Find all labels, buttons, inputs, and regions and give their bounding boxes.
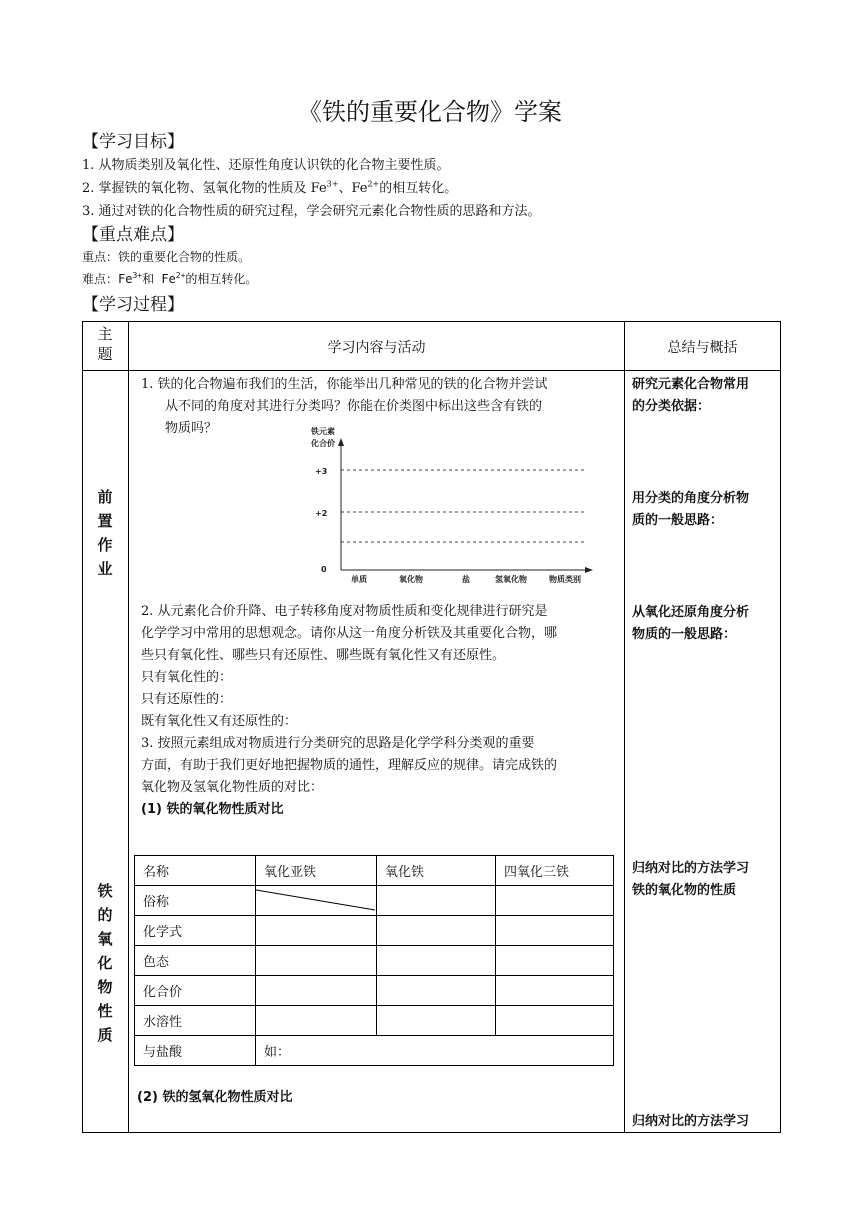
objective-2: 2. 掌握铁的氧化物、氢氧化物的性质及 $Fe^{3+}$、$Fe^{2+}$的相互转化。 [82,179,458,196]
row-label: 俗称 [135,886,256,916]
answer-cell[interactable] [377,916,496,946]
row-label: 与盐酸 [135,1036,256,1066]
answer-cell[interactable] [377,886,496,916]
answer-cell[interactable] [256,946,377,976]
answer-cell[interactable] [256,1006,377,1036]
answer-cell[interactable] [256,916,377,946]
header-summary: 总结与概括 [667,340,738,356]
blank-cell-slashed [256,886,377,916]
objective-1: 1. 从物质类别及氧化性、还原性角度认识铁的化合物主要性质。 [82,158,450,173]
summary-hydroxides: 归纳对比的方法学习 [632,1114,750,1129]
header-content: 学习内容与活动 [327,340,426,356]
diagonal-slash [256,886,376,915]
y-tick-3: +3 [315,467,328,476]
answer-cell[interactable] [377,1006,496,1036]
y-tick-0: 0 [321,565,327,574]
summary-redox-approach: 从氧化还原角度分析 物质的一般思路： [632,605,750,642]
x-tick-hydroxide: 氢氧化物 [495,575,527,584]
table-row [135,1006,614,1036]
row-label: 色态 [135,946,256,976]
answer-cell[interactable] [496,946,614,976]
row-label: 水溶性 [135,1006,256,1036]
answer-cell[interactable] [377,976,496,1006]
valence-class-diagram [301,422,601,590]
summary-classification-basis: 研究元素化合物常用 的分类依据： [632,377,750,414]
subheading-oxides: (1) 铁的氧化物性质对比 [141,802,284,817]
answer-cell[interactable] [496,976,614,1006]
answer-cell[interactable] [496,916,614,946]
topic-prework: 前置作业 [97,488,113,578]
table-row [135,886,614,916]
header-topic: 主题 [97,325,113,363]
summary-oxides: 归纳对比的方法学习 铁的氧化物的性质 [632,861,750,898]
answer-cell[interactable] [496,1006,614,1036]
oxide-comparison-table [134,855,614,1066]
table-header-cell: 氧化亚铁 [256,856,377,886]
objective-3: 3. 通过对铁的化合物性质的研究过程，学会研究元素化合物性质的思路和方法。 [82,204,541,219]
question-2: 2. 从元素化合价升降、电子转移角度对物质性质和变化规律进行研究是 化学学习中常用的思想观念。请你从这一角度分析铁及其重要化合物，哪 些只有氧化性、哪些只有还原性、哪些既有氧化性又有还原性。 只有氧化性的： 只有还原性的： 既有氧化性又有还原性的： 3. 按照元素组成对物质进行分类研究的思路是化学学科分类观的重要 方面，有助于我们更好地把握物质的通性，理解反应的规律。请完成铁的 氧化物及氢氧化物性质的对比： (1) 铁的氧化物性质对比 [141,601,557,821]
summary-classification-approach: 用分类的角度分析物 质的一般思路： [632,491,750,528]
table-header-cell: 四氧化三铁 [496,856,614,886]
answer-cell[interactable] [496,886,614,916]
y-axis-label-2: 化合价 [311,439,335,448]
subheading-hydroxides: (2) 铁的氢氧化物性质对比 [137,1090,293,1105]
x-tick-oxide: 氧化物 [399,575,423,584]
answer-cell[interactable]: 如： [256,1036,614,1066]
table-row [135,946,614,976]
y-axis-arrow [338,438,344,446]
answer-cell[interactable] [377,946,496,976]
y-tick-2: +2 [315,509,328,518]
row-label: 化学式 [135,916,256,946]
objectives-heading: 【学习目标】 [82,132,184,152]
page-title: 《铁的重要化合物》学案 [298,98,562,126]
row-label: 化合价 [135,976,256,1006]
difficult-point: 难点：$Fe^{3+}$和 $Fe^{2+}$的相互转化。 [82,271,258,286]
x-tick-elemental: 单质 [351,575,367,584]
table-row [135,856,614,886]
table-row [135,916,614,946]
key-points-heading: 【重点难点】 [82,225,184,245]
key-point: 重点：铁的重要化合物的性质。 [82,250,251,264]
only-reducing: 只有还原性的： [141,692,233,707]
table-header-cell: 氧化铁 [377,856,496,886]
x-axis-arrow [585,567,593,573]
x-axis-label: 物质类别 [549,575,581,584]
y-axis-label-1: 铁元素 [311,427,335,436]
only-oxidizing: 只有氧化性的： [141,670,233,685]
topic-iron-oxides: 铁的氧化物性质 [97,882,113,1044]
table-row [135,1036,614,1066]
process-heading: 【学习过程】 [82,295,184,315]
answer-cell[interactable] [256,976,377,1006]
both-properties: 既有氧化性又有还原性的： [141,714,298,729]
table-row [135,976,614,1006]
table-header-cell: 名称 [135,856,256,886]
x-tick-salt: 盐 [462,575,470,584]
question-1: 1. 铁的化合物遍布我们的生活，你能举出几种常见的铁的化合物并尝试 从不同的角度对其进行分类吗？你能在价类图中标出这些含有铁的 物质吗？ [141,377,548,436]
